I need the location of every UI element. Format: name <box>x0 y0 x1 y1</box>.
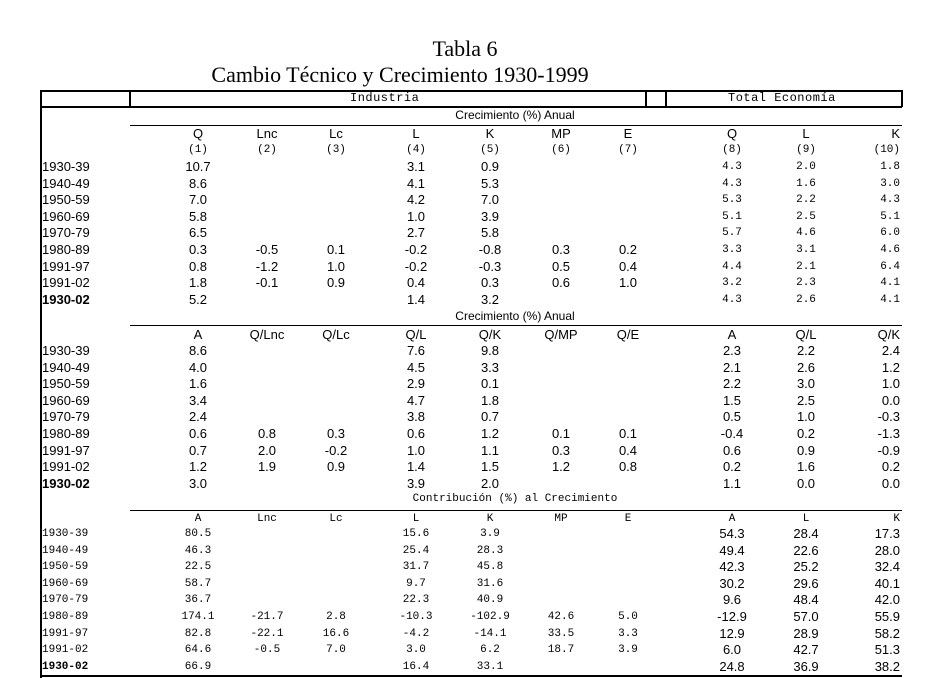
table-cell: 2.0 <box>796 161 816 173</box>
table-cell: -102.9 <box>470 611 510 623</box>
table-cell: 38.2 <box>874 658 900 674</box>
column-header: Q/K <box>877 327 900 342</box>
table-cell: 1.8 <box>188 275 208 291</box>
row-label: 1950-59 <box>42 376 90 392</box>
table-cell: 0.2 <box>618 242 638 257</box>
table-cell: 0.3 <box>480 275 500 291</box>
table-cell: -0.2 <box>324 442 348 458</box>
table-cell: 36.7 <box>184 594 212 607</box>
table-cell: 0.2 <box>722 459 742 475</box>
table-cell: 42.3 <box>719 559 745 575</box>
section1-title: Crecimiento (%) Anual <box>455 108 575 122</box>
table-cell: 22.3 <box>402 594 430 607</box>
table-cell: 1.5 <box>722 392 742 408</box>
table-cell: 0.0 <box>881 392 900 408</box>
table-cell: 4.4 <box>722 260 742 273</box>
table-cell: 0.4 <box>618 258 638 274</box>
table-cell: 3.3 <box>722 244 742 256</box>
table-cell: 25.2 <box>793 559 819 575</box>
table-cell: 3.1 <box>406 159 426 174</box>
table-cell: 2.7 <box>406 225 426 241</box>
table-cell: 18.7 <box>547 644 575 657</box>
section2-rule <box>130 325 902 326</box>
column-header: Lnc <box>257 513 277 525</box>
table-cell: 12.9 <box>719 625 745 641</box>
table-cell: -0.3 <box>877 409 900 425</box>
table-cell: 33.5 <box>547 627 575 640</box>
column-header: Q <box>192 126 204 141</box>
table-cell: 0.0 <box>881 475 900 491</box>
table-cell: 1.4 <box>406 291 426 307</box>
table-cell: 33.1 <box>476 660 504 673</box>
row-label: 1950-59 <box>42 561 89 574</box>
table-cell: 2.0 <box>257 442 277 458</box>
table-cell: 2.2 <box>796 343 816 358</box>
row-label: 1930-39 <box>42 528 89 540</box>
table-cell: 58.2 <box>874 625 900 641</box>
table-cell: 0.1 <box>480 376 500 392</box>
column-header: Q/E <box>616 327 640 342</box>
table-cell: 16.4 <box>402 660 430 673</box>
table-cell: 51.3 <box>874 642 900 658</box>
column-header: L <box>802 126 810 141</box>
column-header: K <box>891 126 900 141</box>
table-cell: 9.7 <box>406 577 426 590</box>
table-cell: 3.0 <box>796 376 816 392</box>
table-cell: 1.8 <box>480 392 500 408</box>
table-cell: 5.3 <box>722 194 742 207</box>
table-cell: 2.5 <box>796 210 816 223</box>
table-cell: -0.4 <box>720 426 744 441</box>
table-cell: -0.9 <box>877 442 900 458</box>
table-cell: 4.2 <box>406 192 426 208</box>
table-cell: 28.0 <box>874 542 900 558</box>
row-label: 1980-89 <box>42 426 90 441</box>
table-cell: 0.8 <box>257 426 277 441</box>
table-cell: 49.4 <box>719 542 745 558</box>
table-cell: -0.8 <box>478 242 502 257</box>
table-cell: -21.7 <box>250 611 284 623</box>
table-cell: 6.5 <box>188 225 208 241</box>
column-header: MP <box>554 513 568 525</box>
table-cell: 1.0 <box>881 376 900 392</box>
row-label: 1960-69 <box>42 208 90 224</box>
table-cell: 0.6 <box>551 275 571 291</box>
table-cell: 42.6 <box>547 611 575 623</box>
column-header: Q/Lnc <box>249 327 285 342</box>
column-header: E <box>623 126 633 141</box>
row-label: 1930-02 <box>42 475 90 491</box>
table-cell: -1.3 <box>877 426 900 441</box>
table-cell: 4.1 <box>880 277 900 290</box>
table-cell: 0.1 <box>326 242 346 257</box>
table-cell: 4.6 <box>796 227 816 240</box>
table-cell: 0.9 <box>796 442 816 458</box>
table-cell: 1.8 <box>880 161 900 173</box>
column-header: Q/L <box>795 327 817 342</box>
table-cell: 28.4 <box>793 526 819 541</box>
table-cell: 54.3 <box>719 526 745 541</box>
table-cell: 0.7 <box>188 442 208 458</box>
table-cell: 0.1 <box>618 426 638 441</box>
table-cell: 4.1 <box>406 175 426 191</box>
table-cell: 4.3 <box>722 161 742 173</box>
table-cell: 1.1 <box>480 442 500 458</box>
column-header: Lnc <box>256 126 278 141</box>
section3-title: Contribución (%) al Crecimiento <box>412 493 618 505</box>
table-cell: 4.1 <box>880 293 900 306</box>
table-cell: 2.1 <box>722 359 742 375</box>
table-cell: 1.0 <box>618 275 638 291</box>
column-number: (8) <box>722 144 742 156</box>
column-number: (3) <box>326 144 346 156</box>
column-header: Lc <box>329 513 343 525</box>
table-cell: 2.9 <box>406 376 426 392</box>
column-header: K <box>893 513 900 525</box>
column-header: L <box>412 513 420 525</box>
table-cell: 1.0 <box>406 442 426 458</box>
table-cell: 1.4 <box>406 459 426 475</box>
table-cell: 2.8 <box>326 611 346 623</box>
table-cell: 5.7 <box>722 227 742 240</box>
row-label: 1970-79 <box>42 225 90 241</box>
table-cell: 1.6 <box>796 459 816 475</box>
table-cell: 1.6 <box>188 376 208 392</box>
column-number: (7) <box>618 144 638 156</box>
table-cell: 0.4 <box>618 442 638 458</box>
table-cell: -10.3 <box>399 611 433 623</box>
table-cell: 3.9 <box>406 475 426 491</box>
table-cell: 6.4 <box>880 260 900 273</box>
column-header: MP <box>551 126 571 141</box>
table-cell: 0.3 <box>551 442 571 458</box>
table-cell: 4.3 <box>880 194 900 207</box>
column-header: L <box>802 513 810 525</box>
row-label: 1991-97 <box>42 258 90 274</box>
table-cell: 48.4 <box>793 592 819 608</box>
table-cell: 31.6 <box>476 577 504 590</box>
column-header: Q/K <box>478 327 502 342</box>
table-cell: 36.9 <box>793 658 819 674</box>
band-divider <box>129 90 131 107</box>
table-cell: 40.1 <box>874 575 900 591</box>
table-cell: 2.2 <box>796 194 816 207</box>
row-label: 1980-89 <box>42 611 89 623</box>
row-label: 1930-02 <box>42 660 89 673</box>
table-cell: -1.2 <box>255 258 279 274</box>
row-label: 1970-79 <box>42 409 90 425</box>
table-cell: 2.4 <box>881 343 900 358</box>
table-cell: 2.0 <box>480 475 500 491</box>
column-header: L <box>412 126 420 141</box>
row-label: 1991-02 <box>42 275 90 291</box>
column-header: A <box>727 327 737 342</box>
table-cell: 57.0 <box>793 609 819 624</box>
column-number: (6) <box>551 144 571 156</box>
table-cell: 0.3 <box>188 242 208 257</box>
row-label: 1930-02 <box>42 291 90 307</box>
band-total-economia: Total Economía <box>728 91 836 105</box>
column-header: Q/MP <box>544 327 578 342</box>
column-number: (4) <box>406 144 426 156</box>
table-cell: 17.3 <box>874 526 900 541</box>
table-cell: 0.2 <box>881 459 900 475</box>
table-cell: 2.4 <box>188 409 208 425</box>
table-cell: 1.9 <box>257 459 277 475</box>
band-divider <box>901 90 903 107</box>
table-cell: 4.7 <box>406 392 426 408</box>
table-cell: 0.5 <box>551 258 571 274</box>
table-cell: -4.2 <box>402 627 430 640</box>
table-cell: -0.3 <box>478 258 502 274</box>
table-cell: 5.8 <box>480 225 500 241</box>
band-divider <box>665 90 667 107</box>
table-cell: 1.6 <box>796 177 816 190</box>
column-number: (9) <box>796 144 816 156</box>
column-header: A <box>728 513 736 525</box>
table-cell: 3.3 <box>618 627 638 640</box>
row-label: 1991-02 <box>42 644 89 657</box>
table-cell: 3.2 <box>480 291 500 307</box>
column-header: Q/Lc <box>322 327 350 342</box>
column-number: (10) <box>873 144 900 156</box>
table-cell: 1.0 <box>406 208 426 224</box>
column-header: Q <box>726 126 738 141</box>
table-cell: 6.0 <box>880 227 900 240</box>
table-cell: 28.9 <box>793 625 819 641</box>
table-cell: 0.6 <box>406 426 426 441</box>
row-label: 1980-89 <box>42 242 90 257</box>
table-cell: 5.0 <box>618 611 638 623</box>
row-label: 1991-97 <box>42 627 89 640</box>
table-cell: 82.8 <box>184 627 212 640</box>
table-cell: 0.6 <box>722 442 742 458</box>
table-cell: 7.6 <box>406 343 426 358</box>
table-cell: 25.4 <box>402 544 430 557</box>
table-cell: 2.1 <box>796 260 816 273</box>
row-label: 1960-69 <box>42 577 89 590</box>
table-cell: 1.0 <box>326 258 346 274</box>
table-subtitle: Cambio Técnico y Crecimiento 1930-1999 <box>211 62 589 87</box>
table-cell: 3.3 <box>480 359 500 375</box>
row-label: 1940-49 <box>42 175 90 191</box>
table-cell: 4.3 <box>722 293 742 306</box>
table-cell: 5.1 <box>880 210 900 223</box>
table-cell: 2.3 <box>722 343 742 358</box>
table-cell: 22.5 <box>184 561 212 574</box>
table-cell: 4.5 <box>406 359 426 375</box>
table-cell: 4.0 <box>188 359 208 375</box>
table-cell: 0.1 <box>551 426 571 441</box>
table-cell: 22.6 <box>793 542 819 558</box>
table-cell: 40.9 <box>476 594 504 607</box>
row-label: 1991-02 <box>42 459 90 475</box>
table-cell: 3.4 <box>188 392 208 408</box>
table-cell: 0.9 <box>326 459 346 475</box>
table-cell: 31.7 <box>402 561 430 574</box>
table-cell: 7.0 <box>480 192 500 208</box>
table-cell: 4.3 <box>722 177 742 190</box>
band-industria: Industria <box>350 91 420 105</box>
table-cell: 30.2 <box>719 575 745 591</box>
table-cell: 1.0 <box>796 409 816 425</box>
table-cell: 58.7 <box>184 577 212 590</box>
table-cell: 42.0 <box>874 592 900 608</box>
table-cell: 1.2 <box>881 359 900 375</box>
table-cell: 3.9 <box>618 644 638 657</box>
table-cell: 8.6 <box>188 175 208 191</box>
table-cell: 0.7 <box>480 409 500 425</box>
table-cell: 5.3 <box>480 175 500 191</box>
column-header: K <box>485 126 495 141</box>
table-cell: 6.0 <box>722 642 742 658</box>
row-label: 1940-49 <box>42 544 89 557</box>
table-cell: 0.3 <box>551 242 571 257</box>
table-cell: 28.3 <box>476 544 504 557</box>
table-cell: 10.7 <box>185 159 211 174</box>
table-cell: 64.6 <box>184 644 212 657</box>
table-cell: 46.3 <box>184 544 212 557</box>
table-cell: 0.3 <box>326 426 346 441</box>
table-cell: 29.6 <box>793 575 819 591</box>
table-cell: 1.5 <box>480 459 500 475</box>
column-number: (2) <box>257 144 277 156</box>
column-header: A <box>193 327 203 342</box>
row-label: 1970-79 <box>42 594 89 607</box>
table-cell: 2.5 <box>796 392 816 408</box>
table-cell: -12.9 <box>717 609 747 624</box>
table-cell: 3.9 <box>480 528 500 540</box>
row-label: 1991-97 <box>42 442 90 458</box>
table-cell: 15.6 <box>402 528 430 540</box>
table-cell: 1.2 <box>480 426 500 441</box>
table-cell: 80.5 <box>184 528 212 540</box>
table-cell: 7.0 <box>326 644 346 657</box>
row-label: 1940-49 <box>42 359 90 375</box>
column-header: Lc <box>329 126 343 141</box>
table-cell: 3.0 <box>406 644 426 657</box>
table-cell: 1.2 <box>188 459 208 475</box>
table-cell: 5.1 <box>722 210 742 223</box>
table-cell: 174.1 <box>181 611 215 623</box>
table-cell: 3.1 <box>796 244 816 256</box>
section2-title: Crecimiento (%) Anual <box>455 309 575 323</box>
table-cell: 9.6 <box>722 592 742 608</box>
table-cell: 45.8 <box>476 561 504 574</box>
table-cell: 1.2 <box>551 459 571 475</box>
table-cell: 3.2 <box>722 277 742 290</box>
row-label: 1930-39 <box>42 343 90 358</box>
table-cell: 6.2 <box>480 644 500 657</box>
table-cell: 0.9 <box>326 275 346 291</box>
row-label: 1950-59 <box>42 192 90 208</box>
column-number: (1) <box>188 144 208 156</box>
table-cell: -0.1 <box>255 275 279 291</box>
table-cell: 0.2 <box>796 426 816 441</box>
table-cell: -14.1 <box>473 627 507 640</box>
table-cell: 0.8 <box>188 258 208 274</box>
table-cell: 0.5 <box>722 409 742 425</box>
table-cell: 2.2 <box>722 376 742 392</box>
table-cell: -0.2 <box>404 258 428 274</box>
table-cell: 3.9 <box>480 208 500 224</box>
column-number: (5) <box>480 144 500 156</box>
table-cell: 0.6 <box>188 426 208 441</box>
table-cell: 2.6 <box>796 359 816 375</box>
column-header: A <box>194 513 202 525</box>
table-cell: 1.1 <box>722 475 742 491</box>
table-cell: 24.8 <box>719 658 745 674</box>
table-cell: 0.9 <box>480 159 500 174</box>
table-cell: 0.8 <box>618 459 638 475</box>
table-cell: 3.0 <box>188 475 208 491</box>
table-cell: 7.0 <box>188 192 208 208</box>
table-cell: 3.8 <box>406 409 426 425</box>
table-cell: 2.3 <box>796 277 816 290</box>
table-title: Tabla 6 <box>432 36 498 61</box>
table-cell: 4.6 <box>880 244 900 256</box>
table-cell: 8.6 <box>188 343 208 358</box>
table-cell: 42.7 <box>793 642 819 658</box>
row-label: 1960-69 <box>42 392 90 408</box>
table-cell: 9.8 <box>480 343 500 358</box>
table-cell: -0.5 <box>255 242 279 257</box>
table-cell: 55.9 <box>874 609 900 624</box>
column-header: Q/L <box>405 327 427 342</box>
table-cell: 0.4 <box>406 275 426 291</box>
column-header: K <box>486 513 494 525</box>
column-header: E <box>624 513 632 525</box>
table-cell: 2.6 <box>796 293 816 306</box>
band-divider <box>645 90 647 107</box>
table-cell: 5.8 <box>188 208 208 224</box>
table-cell: -22.1 <box>250 627 284 640</box>
row-label: 1930-39 <box>42 159 90 174</box>
table-cell: 32.4 <box>874 559 900 575</box>
table-cell: 3.0 <box>880 177 900 190</box>
table-cell: 5.2 <box>188 291 208 307</box>
table-cell: -0.5 <box>253 644 281 657</box>
table-cell: -0.2 <box>404 242 428 257</box>
table-cell: 66.9 <box>184 660 212 673</box>
table-cell: 0.0 <box>796 475 816 491</box>
table-cell: 16.6 <box>322 627 350 640</box>
